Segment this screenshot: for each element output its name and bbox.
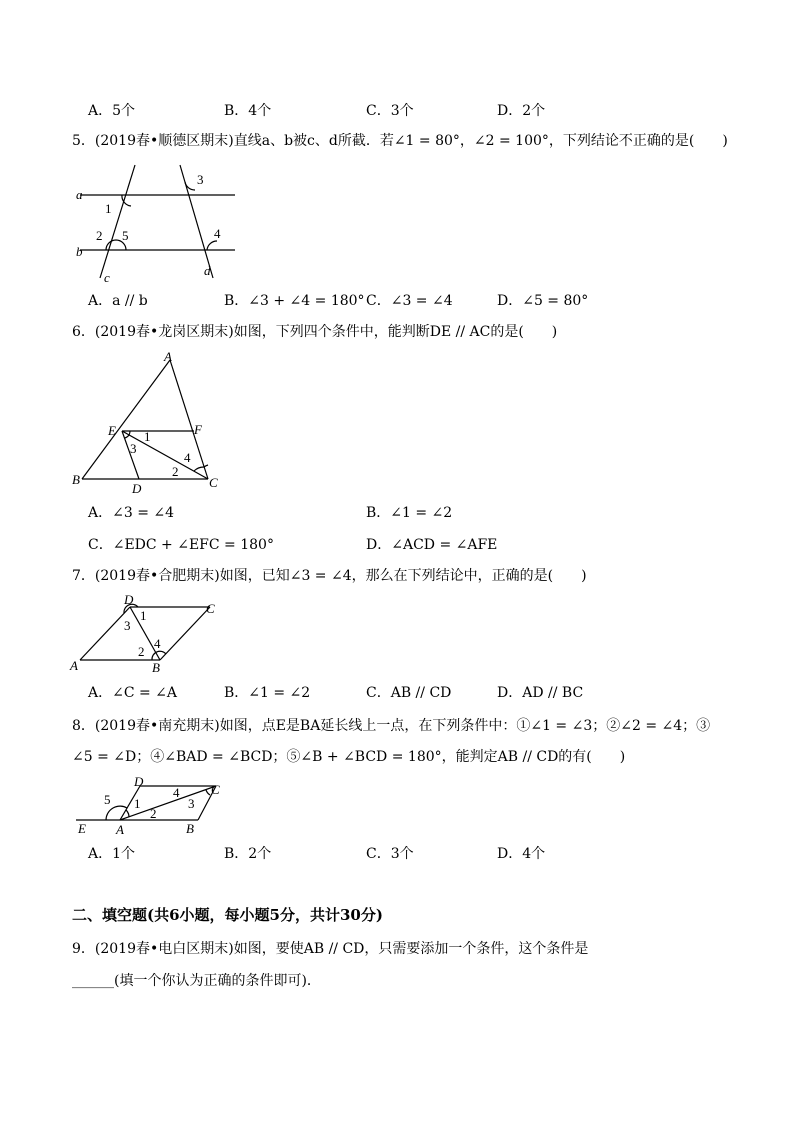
label-F: F	[194, 422, 202, 437]
label-5: 5	[122, 228, 129, 243]
q4-option-d: D．2个	[497, 103, 546, 119]
label-3: 3	[130, 441, 137, 456]
label-3: 3	[188, 796, 195, 811]
q7-stem: 7．(2019春•合肥期末)如图，已知∠3 = ∠4，那么在下列结论中，正确的是( )	[72, 568, 587, 584]
q6-option-b: B．∠1 = ∠2	[366, 505, 453, 521]
label-C: C	[211, 782, 220, 797]
label-C: C	[206, 601, 215, 616]
angle-3-arc	[125, 435, 129, 438]
label-2: 2	[172, 464, 179, 479]
q8-figure	[70, 772, 230, 837]
label-A: A	[164, 349, 172, 364]
q7-option-d: D．AD // BC	[497, 685, 584, 701]
q5-stem: 5．(2019春•顺德区期末)直线a、b被c、d所截．若∠1 = 80°，∠2 = 100°，下列结论不正确的是( )	[72, 133, 728, 149]
label-5: 5	[104, 792, 111, 807]
label-b: b	[76, 244, 83, 259]
label-1: 1	[134, 796, 141, 811]
label-E: E	[78, 821, 86, 836]
q8-option-c: C．3个	[366, 846, 414, 862]
q7-option-b: B．∠1 = ∠2	[224, 685, 311, 701]
label-A: A	[116, 822, 124, 837]
label-B: B	[152, 660, 160, 675]
q8-option-a: A．1个	[88, 846, 136, 862]
q6-option-c: C．∠EDC + ∠EFC = 180°	[88, 537, 274, 553]
label-D: D	[132, 481, 142, 495]
label-1: 1	[105, 201, 112, 216]
angle-1-arc	[129, 431, 130, 435]
q6-option-a: A．∠3 = ∠4	[88, 505, 175, 521]
q4-option-b: B．4个	[224, 103, 272, 119]
angle-3-arc	[206, 790, 210, 795]
section2-heading: 二、填空题(共6小题，每小题5分，共计30分)	[72, 906, 383, 924]
q4-option-c: C．3个	[366, 103, 414, 119]
label-4: 4	[154, 636, 161, 651]
label-B: B	[72, 472, 80, 487]
q9-stem-line2	[72, 971, 321, 991]
q5-option-d: D．∠5 = 80°	[497, 293, 589, 309]
q5-option-b: B．∠3 + ∠4 = 180°	[224, 293, 365, 309]
q8-option-d: D．4个	[497, 846, 546, 862]
label-a: a	[76, 187, 83, 202]
q8-stem-line1: 8．(2019春•南充期末)如图，点E是BA延长线上一点，在下列条件中：①∠1 = ∠3；②∠2 = ∠4；③	[72, 718, 711, 734]
q8-option-b: B．2个	[224, 846, 272, 862]
label-4: 4	[214, 226, 221, 241]
label-3: 3	[197, 172, 204, 187]
q7-figure	[66, 592, 236, 677]
label-D: D	[124, 592, 134, 607]
label-4: 4	[184, 450, 191, 465]
q8-stem-line2: ∠5 = ∠D；④∠BAD = ∠BCD；⑤∠B + ∠BCD = 180°，能判定AB // CD的有( )	[72, 749, 626, 765]
q6-stem: 6．(2019春•龙岗区期末)如图，下列四个条件中，能判断DE // AC的是( )	[72, 324, 558, 340]
q9-stem-line1: 9．(2019春•电白区期末)如图，要使AB // CD，只需要添加一个条件，这个条件是	[72, 941, 589, 957]
line-c	[100, 165, 135, 278]
q5-option-c: C．∠3 = ∠4	[366, 293, 453, 309]
q9-stem-line2-text: (填一个你认为正确的条件即可)．	[114, 973, 321, 989]
label-2: 2	[96, 228, 103, 243]
side-AB	[82, 360, 170, 479]
angle-2-arc	[194, 467, 204, 471]
q6-option-d: D．∠ACD = ∠AFE	[366, 537, 498, 553]
q5-option-a: A．a // b	[88, 293, 148, 309]
label-D: D	[134, 774, 144, 789]
q6-figure	[68, 345, 228, 495]
label-1: 1	[144, 429, 151, 444]
label-C: C	[209, 475, 218, 490]
label-3: 3	[124, 618, 131, 633]
q4-option-a: A．5个	[88, 103, 136, 119]
label-2: 2	[138, 644, 145, 659]
label-4: 4	[173, 785, 180, 800]
label-c: c	[104, 270, 110, 285]
q9-answer-blank[interactable]: ______	[72, 973, 114, 989]
q5-figure	[70, 160, 250, 285]
label-B: B	[186, 821, 194, 836]
angle-4-arc	[204, 465, 208, 467]
label-E: E	[108, 423, 116, 438]
label-1: 1	[140, 608, 147, 623]
q7-option-c: C．AB // CD	[366, 685, 452, 701]
q7-option-a: A．∠C = ∠A	[88, 685, 178, 701]
label-2: 2	[150, 806, 157, 821]
label-A: A	[70, 658, 78, 673]
label-d: d	[204, 263, 211, 278]
side-BC	[160, 607, 210, 660]
angle-1-arc	[126, 810, 129, 817]
angle-4-arc	[207, 241, 217, 250]
side-AD	[80, 607, 130, 660]
